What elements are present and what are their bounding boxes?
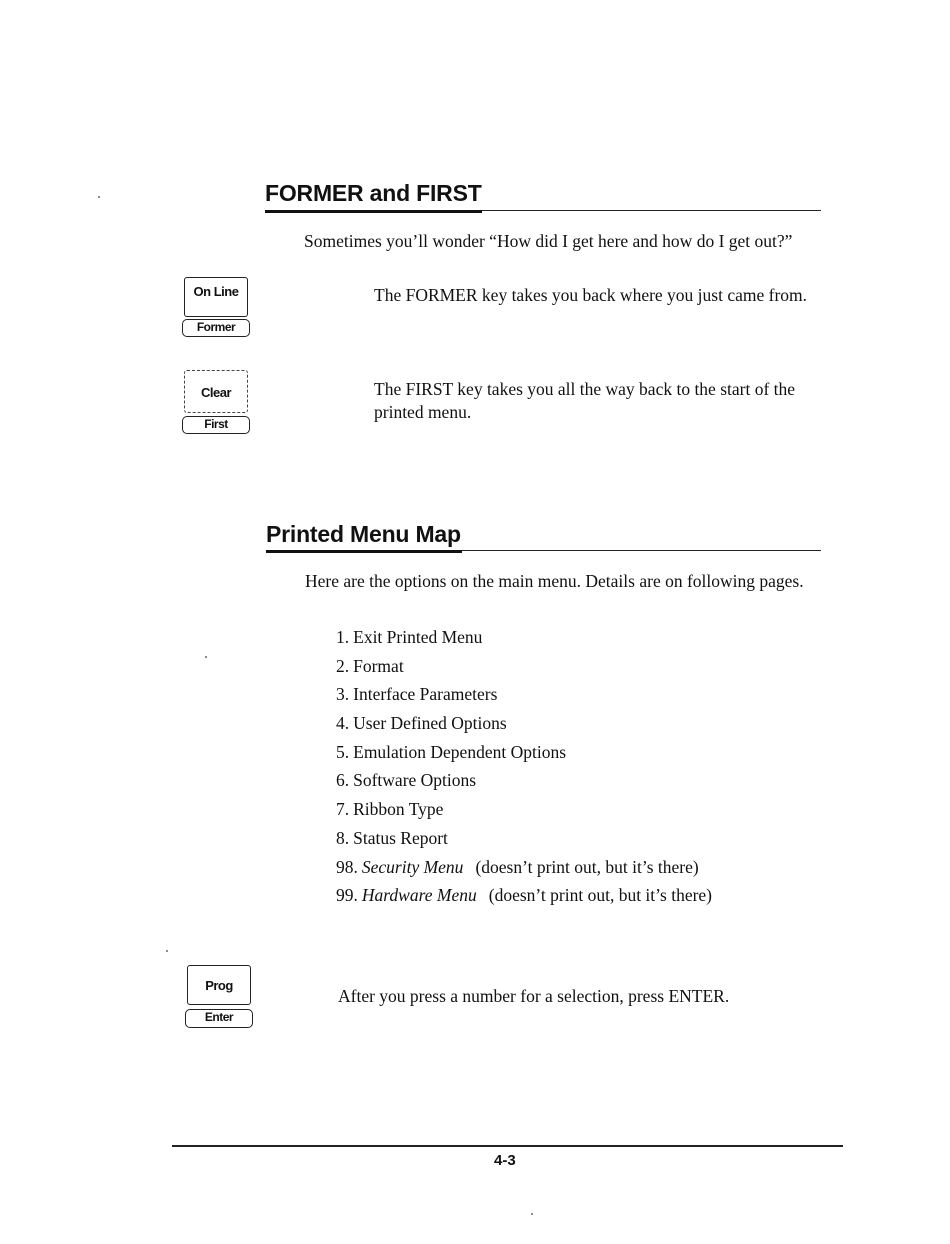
scan-speck [98,196,100,198]
heading-rule-accent [265,210,482,213]
scan-speck [531,1213,533,1215]
menu-options-list [336,623,712,910]
prog-key-label: Prog [187,965,251,1005]
list-item: 5. Emulation Dependent Options [336,741,567,762]
list-item: 4. User Defined Options [336,713,507,734]
enter-instruction: After you press a number for a selection, press ENTER. [338,986,730,1006]
scan-speck [205,656,207,658]
intro-paragraph: Sometimes you’ll wonder “How did I get here and how do I get out?” [304,231,793,251]
list-item: 99. Hardware Menu (doesn’t print out, but it’s there) [336,885,713,906]
first-key-description: The FIRST key takes you all the way back to the start of the printed menu. [374,379,796,422]
menu-intro-paragraph: Here are the options on the main menu. Details are on following pages. [305,571,804,591]
section-heading-former-first: FORMER and FIRST [265,180,482,206]
first-key-label: First [182,416,250,434]
scan-speck [166,950,168,952]
heading-rule-accent [266,550,462,553]
clear-key-label: Clear [184,370,248,413]
list-item: 98. Security Menu (doesn’t print out, but it’s there) [336,856,699,877]
former-key-label: Former [182,319,250,337]
online-key-label: On Line [184,277,248,317]
list-item: 1. Exit Printed Menu [336,627,483,647]
former-key-description: The FORMER key takes you back where you just came from. [374,285,808,305]
list-item: 7. Ribbon Type [336,799,444,820]
list-item: 6. Software Options [336,770,477,791]
page-number: 4-3 [494,1152,516,1169]
section-heading-printed-menu-map: Printed Menu Map [266,521,461,547]
list-item: 8. Status Report [336,827,448,848]
list-item: 2. Format [336,655,404,676]
enter-key-label: Enter [185,1009,253,1028]
list-item: 3. Interface Parameters [336,684,498,705]
footer-rule [172,1145,843,1147]
